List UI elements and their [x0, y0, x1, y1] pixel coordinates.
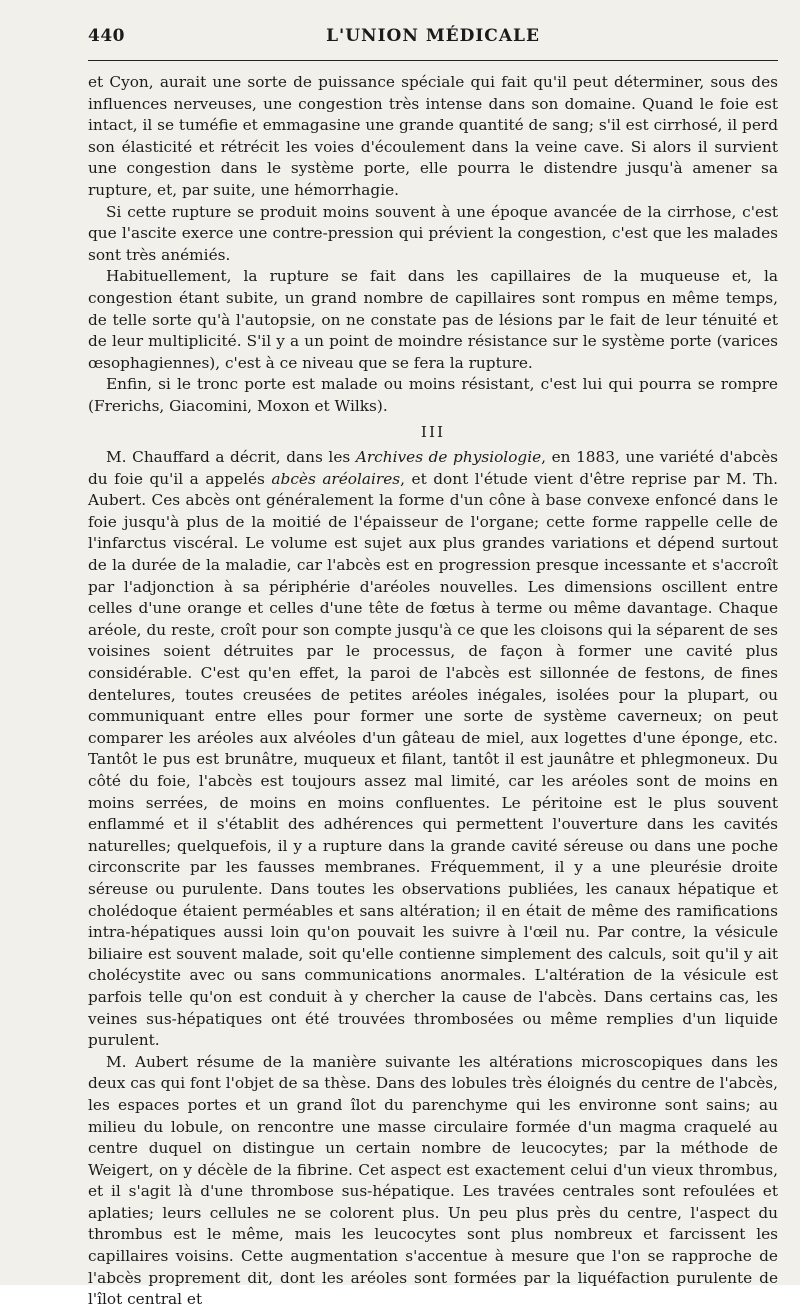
running-title: L'UNION MÉDICALE [326, 26, 540, 46]
journal-title: Archives de physiologie [355, 448, 542, 467]
paragraph-5-part-2: , en 1883, une variété d'abcès du foie qu'il a appelés [88, 448, 778, 488]
paragraph-1: et Cyon, aurait une sorte de puissance spéciale qui fait qu'il peut déterminer, sous des influences nerveuses, une congestion très intense dans son domaine. Quand le foie est intact, il se tuméfie et emmagasine une grande quantité de sang; s'il est cirrhosé, il perd son élasticité et rétrécit les voies d'écoulement dans la veine cave. Si alors il survient une congestion dans le système porte, elle pourra le distendre jusqu'à amener sa rupture, et, par suite, une hémorrhagie. [88, 73, 778, 199]
italic-term: abcès aréolaires [271, 469, 401, 488]
paragraph-4: Enfin, si le tronc porte est malade ou moins résistant, c'est lui qui pourra se rompre (Frerichs, Giacomini, Moxon et Wilks). [88, 375, 778, 415]
page-header [88, 26, 778, 56]
paragraph-6: M. Aubert résume de la manière suivante les altérations microscopiques dans les deux cas qui font l'objet de sa thèse. Dans des lobules très éloignés du centre de l'abcès, les espaces portes et un grand îlot du parenchyme qui les environne sont sains; au milieu du lobule, on rencontre une masse circulaire formée d'un magma craquelé au centre duquel on distingue un certain nombre de leucocytes; par la méthode de Weigert, on y décèle de la fibrine. Cet aspect est exactement celui d'un vieux thrombus, et il s'agit là d'une thrombose sus-hépatique. Les travées centrales sont refoulées et aplaties; leurs cellules ne se colorent plus. Un peu plus près du centre, l'aspect du thrombus est le même, mais les leucocytes sont plus nombreux et farcissent les capillaires voisins. Cette augmentation s'accentue à mesure que l'on se rapproche de l'abcès proprement dit, dont les aréoles sont formées par la liquéfaction purulente de l'îlot central et [88, 1052, 778, 1309]
paragraph-5-part-3: , et dont l'étude vient d'être reprise par M. Th. Aubert. Ces abcès ont généralement la forme d'un cône à base convexe enfoncé dans le foie jusqu'à plus de la moitié de l'épaisseur de l'organe; cette forme rappelle celle de l'infarctus viscéral. Le volume est sujet aux plus grandes variations et dépend surtout de la durée de la maladie, car l'abcès est en progression presque incessante et s'accroît par l'adjonction à sa périphérie d'aréoles nouvelles. Les dimensions oscillent entre celles d'une orange et celles d'une tête de fœtus à terme ou même davantage. Chaque aréole, du reste, croît pour son compte jusqu'à ce que les cloisons qui la séparent de ses voisines soient détruites par le processus, de façon à former une cavité plus considérable. C'est qu'en effet, la paroi de l'abcès est sillonnée de festons, de fines dentelures, toutes creusées de petites aréoles inégales, isolées pour la plupart, ou communiquant entre elles pour former une sorte de système caverneux; on peut comparer les aréoles aux alvéoles d'un gâteau de miel, aux logettes d'une éponge, etc. Tantôt le pus est brunâtre, muqueux et filant, tantôt il est jaunâtre et phlegmoneux. Du côté du foie, l'abcès est toujours assez mal limité, car les aréoles sont de moins en moins serrées, de moins en moins confluentes. Le péritoine est le plus souvent enflammé et il s'établit des adhérences qui permettent l'ouverture dans les cavités naturelles; quelquefois, il y a rupture dans la grande cavité séreuse ou dans une poche circonscrite par les fausses membranes. Fréquemment, il y a une pleurésie droite séreuse ou purulente. Dans toutes les observations publiées, les canaux hépatique et cholédoque étaient perméables et sans altération; il en était de même des ramifications intra-hépatiques aussi loin qu'on pouvait les suivre à l'œil nu. Par contre, la vésicule biliaire est souvent malade, soit qu'elle contienne simplement des calculs, soit qu'il y ait cholécystite avec ou sans communications anormales. L'altération de la vésicule est parfois telle qu'on est conduit à y chercher la cause de l'abcès. Dans certains cas, les veines sus-hépatiques ont été trouvées thrombosées ou même remplies d'un liquide purulent. [88, 469, 779, 1050]
paragraph-5 [88, 447, 778, 1052]
header-rule [88, 60, 778, 61]
section-heading: III [420, 422, 446, 441]
paragraph-3: Habituellement, la rupture se fait dans les capillaires de la muqueuse et, la congestion étant subite, un grand nombre de capillaires sont rompus en même temps, de telle sorte qu'à l'autopsie, on ne constate pas de lésions par le fait de leur ténuité et de leur multiplicité. S'il y a un point de moindre résistance sur le système porte (varices œsophagiennes), c'est à ce niveau que se fera la rupture. [88, 267, 778, 372]
paragraph-5-part-1: M. Chauffard a décrit, dans les [106, 448, 356, 467]
paragraph-2: Si cette rupture se produit moins souvent à une époque avancée de la cirrhose, c'est que l'ascite exerce une contre-pression qui prévient la congestion, c'est que les malades sont très anémiés. [88, 202, 778, 264]
body-text [88, 72, 778, 1311]
page-number: 440 [88, 26, 125, 46]
